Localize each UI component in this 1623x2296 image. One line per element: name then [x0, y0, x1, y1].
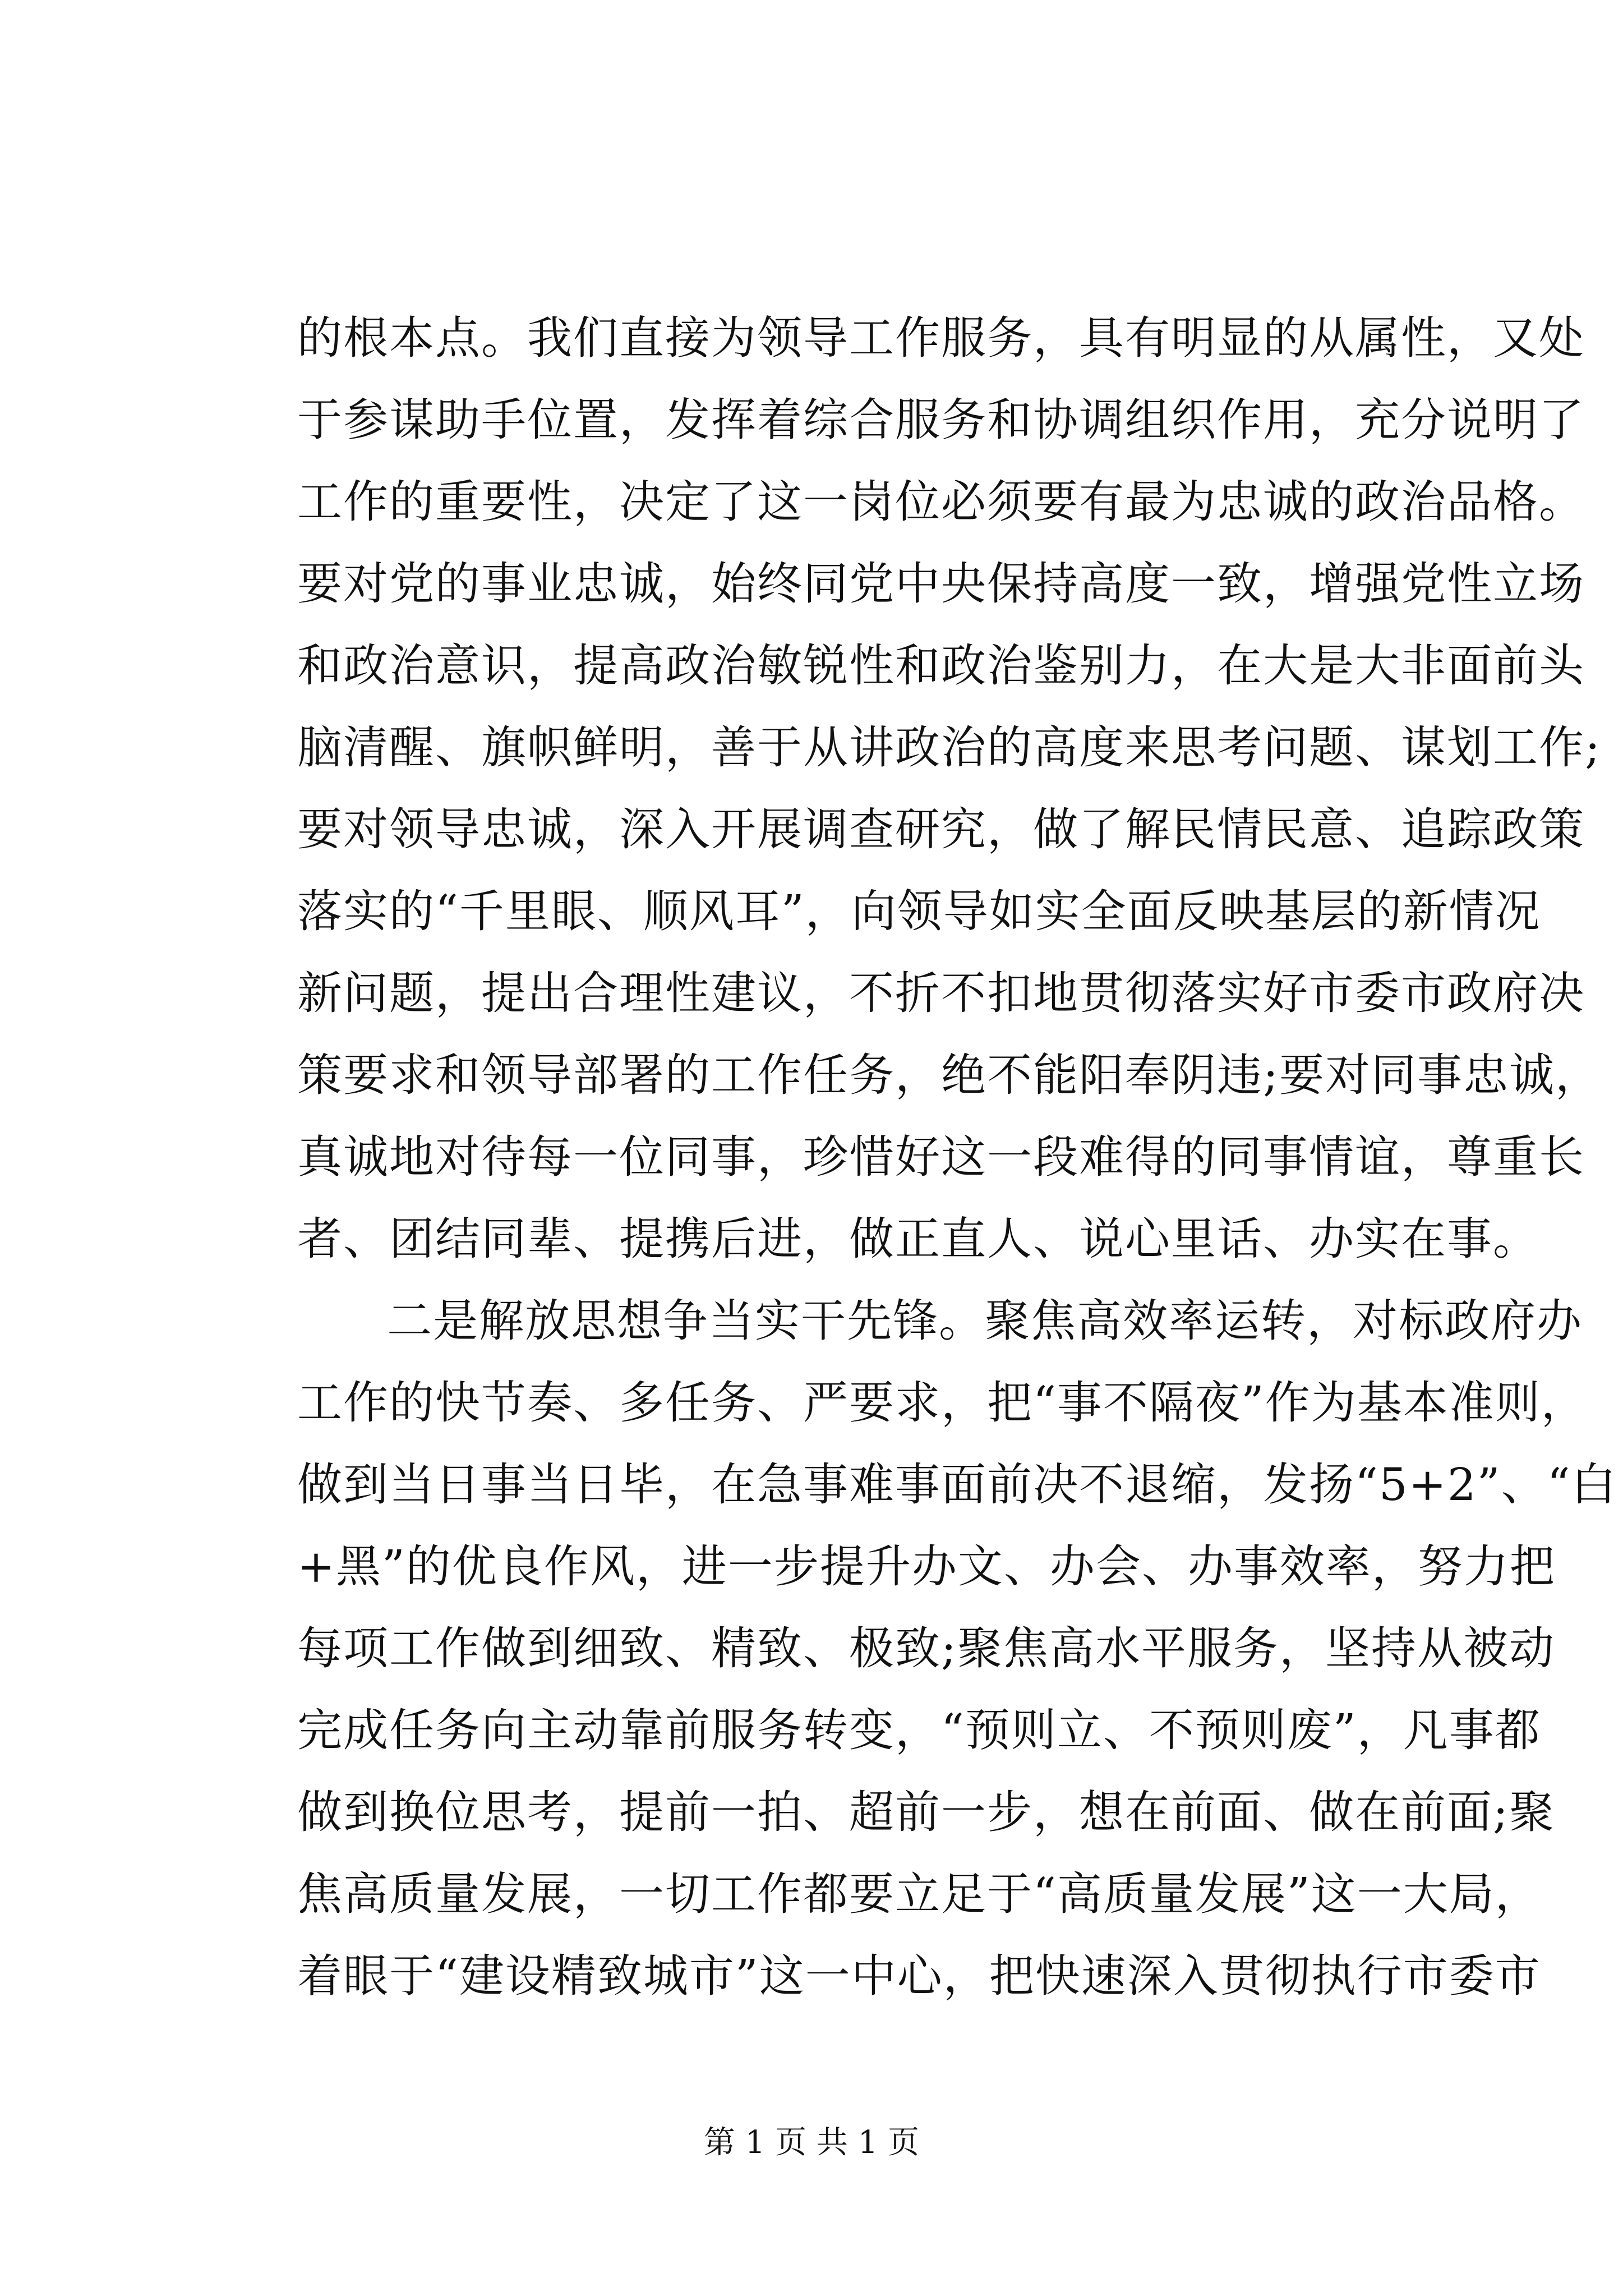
text-line: 要对党的事业忠诚，始终同党中央保持高度一致，增强党性立场	[297, 558, 1585, 610]
page-number-footer: 第 1 页 共 1 页	[703, 2124, 920, 2161]
text-line: 真诚地对待每一位同事，珍惜好这一段难得的同事情谊，尊重长	[297, 1131, 1585, 1183]
text-line: 新问题，提出合理性建议，不折不扣地贯彻落实好市委市政府决	[297, 967, 1585, 1019]
text-line: 每项工作做到细致、精致、极致;聚焦高水平服务，坚持从被动	[297, 1622, 1555, 1674]
text-line: +黑”的优良作风，进一步提升办文、办会、办事效率，努力把	[297, 1540, 1556, 1593]
text-line: 做到当日事当日毕，在急事难事面前决不退缩，发扬“5+2”、“白	[297, 1458, 1617, 1511]
text-line: 工作的重要性，决定了这一岗位必须要有最为忠诚的政治品格。	[297, 476, 1585, 528]
text-line: 要对领导忠诚，深入开展调查研究，做了解民情民意、追踪政策	[297, 803, 1585, 855]
paragraph-start-line: 二是解放思想争当实干先锋。聚焦高效率运转，对标政府办	[387, 1295, 1583, 1347]
text-line: 完成任务向主动靠前服务转变，“预则立、不预则废”，凡事都	[297, 1704, 1541, 1756]
text-line: 者、团结同辈、提携后进，做正直人、说心里话、办实在事。	[297, 1213, 1539, 1265]
text-line: 于参谋助手位置，发挥着综合服务和协调组织作用，充分说明了	[297, 394, 1585, 446]
text-line: 工作的快节奏、多任务、严要求，把“事不隔夜”作为基本准则，	[297, 1377, 1587, 1429]
text-line: 策要求和领导部署的工作任务，绝不能阳奉阴违;要对同事忠诚，	[297, 1049, 1601, 1101]
text-line: 着眼于“建设精致城市”这一中心，把快速深入贯彻执行市委市	[297, 1950, 1541, 2002]
text-line: 的根本点。我们直接为领导工作服务，具有明显的从属性，又处	[297, 312, 1585, 364]
text-line: 焦高质量发展，一切工作都要立足于“高质量发展”这一大局，	[297, 1868, 1541, 1920]
text-line: 落实的“千里眼、顺风耳”，向领导如实全面反映基层的新情况	[297, 885, 1541, 937]
text-line: 做到换位思考，提前一拍、超前一步，想在前面、做在前面;聚	[297, 1786, 1555, 1838]
text-line: 和政治意识，提高政治敏锐性和政治鉴别力，在大是大非面前头	[297, 639, 1585, 692]
text-line: 脑清醒、旗帜鲜明，善于从讲政治的高度来思考问题、谋划工作;	[297, 721, 1601, 774]
body-text	[297, 297, 1617, 2017]
